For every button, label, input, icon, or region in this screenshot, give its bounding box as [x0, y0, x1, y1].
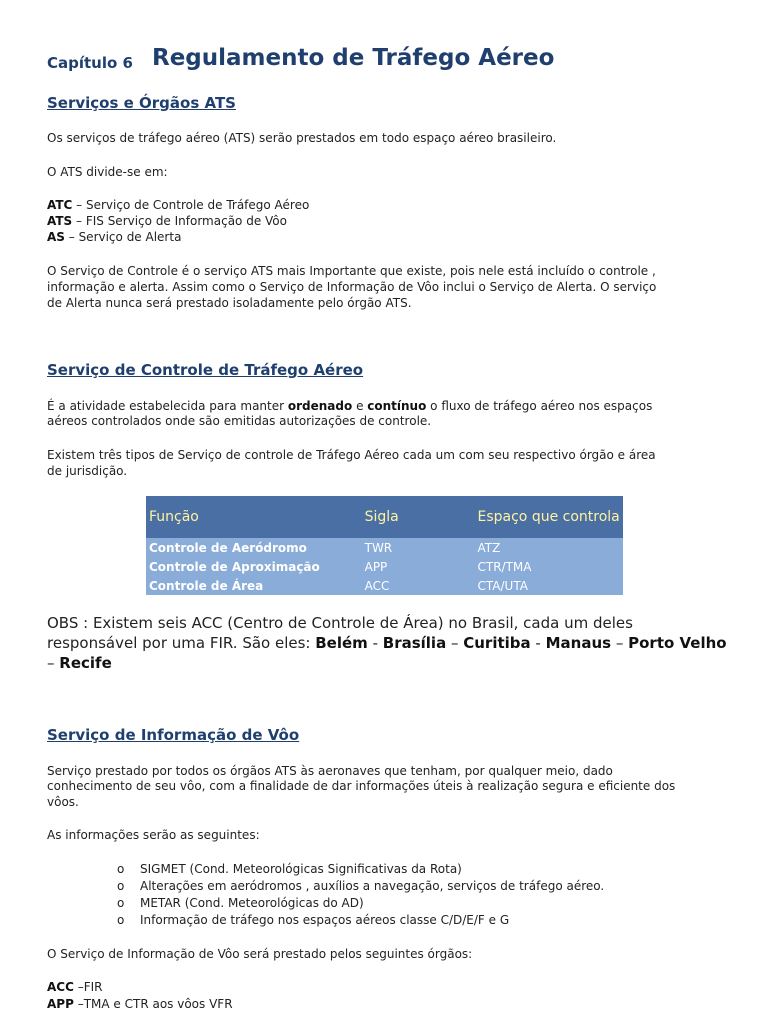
org-abbr: APP [47, 997, 74, 1011]
city-sep: - [530, 634, 546, 652]
header-sigla: Sigla [362, 496, 475, 538]
bullet-icon: o [117, 896, 125, 910]
section-heading-control: Serviço de Controle de Tráfego Aéreo [47, 361, 364, 379]
text-run: e [352, 399, 368, 413]
definition-item [47, 213, 287, 229]
org-text: –TMA e CTR aos vôos VFR [73, 997, 233, 1011]
list-item-text: Informação de tráfego nos espaços aéreos classe C/D/E/F e G [140, 913, 510, 927]
table-cell: Controle de Aproximação [146, 557, 362, 576]
text-run: o fluxo de tráfego aéreo nos espaços [426, 399, 653, 413]
paragraph-line [47, 398, 652, 414]
definition-item [47, 197, 309, 213]
bullet-icon: o [117, 862, 125, 876]
paragraph-line: O Serviço de Controle é o serviço ATS mais Importante que existe, pois nele está incluído o controle , [47, 264, 656, 278]
info-intro-text: As informações serão as seguintes: [47, 828, 260, 842]
list-item-text: Alterações em aeródromos , auxílios a navegação, serviços de tráfego aéreo. [140, 879, 605, 893]
obs-note [47, 613, 727, 673]
list-item [117, 912, 604, 929]
definition-text: – Serviço de Alerta [64, 230, 182, 244]
orgs-intro-text: O Serviço de Informação de Vôo será prestado pelos seguintes órgãos: [47, 947, 473, 961]
table-row [146, 557, 623, 576]
list-item [117, 861, 604, 878]
table-cell: Controle de Área [146, 576, 362, 595]
bullet-icon: o [117, 913, 125, 927]
control-services-table [146, 496, 623, 595]
table-row [146, 538, 623, 557]
header-funcao: Função [146, 496, 362, 538]
city-name: Belém [315, 634, 368, 652]
bold-ordenado: ordenado [287, 399, 353, 413]
definition-text: – Serviço de Controle de Tráfego Aéreo [72, 198, 310, 212]
paragraph-line: Existem três tipos de Serviço de controle de Tráfego Aéreo cada um com seu respectivo órgão e área [47, 448, 656, 462]
city-name: Brasília [382, 634, 447, 652]
table-cell: TWR [362, 538, 475, 557]
list-item-text: METAR (Cond. Meteorológicas do AD) [140, 896, 364, 910]
paragraph-line: vôos. [47, 795, 79, 809]
chapter-title: Regulamento de Tráfego Aéreo [152, 45, 555, 71]
bold-continuo: contínuo [367, 399, 427, 413]
table-cell: Controle de Aeródromo [146, 538, 362, 557]
table-cell: ACC [362, 576, 475, 595]
table-cell: ATZ [475, 538, 624, 557]
city-name: Porto Velho [628, 634, 727, 652]
paragraph-line: informação e alerta. Assim como o Serviço de Informação de Vôo inclui o Serviço de Alerta. O serviço [47, 280, 657, 294]
paragraph-line: conhecimento de seu vôo, com a finalidade de dar informações úteis à realização segura e eficiente dos [47, 779, 676, 793]
section-heading-ats: Serviços e Órgãos ATS [47, 94, 236, 112]
city-sep: - [367, 634, 383, 652]
definition-abbr: AS [47, 230, 65, 244]
city-sep: – [611, 634, 629, 652]
org-item [47, 996, 233, 1012]
definition-item [47, 229, 181, 245]
list-item [117, 878, 604, 895]
info-list [117, 861, 604, 929]
ats-intro-text: Os serviços de tráfego aéreo (ATS) serão prestados em todo espaço aéreo brasileiro. [47, 131, 557, 145]
table-cell: CTA/UTA [475, 576, 624, 595]
header-espaco: Espaço que controla [475, 496, 624, 538]
city-sep: – [446, 634, 464, 652]
list-item-text: SIGMET (Cond. Meteorológicas Significativas da Rota) [140, 862, 462, 876]
table-cell: CTR/TMA [475, 557, 624, 576]
bullet-icon: o [117, 879, 125, 893]
definition-abbr: ATS [47, 214, 73, 228]
city-name: Manaus [545, 634, 612, 652]
city-sep: – [47, 654, 60, 672]
org-item [47, 979, 103, 995]
org-text: –FIR [73, 980, 103, 994]
text-run: É a atividade estabelecida para manter [47, 399, 288, 413]
definition-abbr: ATC [47, 198, 73, 212]
paragraph-line: de Alerta nunca será prestado isoladamente pelo órgão ATS. [47, 296, 412, 310]
paragraph-line: Serviço prestado por todos os órgãos ATS às aeronaves que tenham, por qualquer meio, dado [47, 764, 613, 778]
ats-divides-text: O ATS divide-se em: [47, 165, 168, 179]
city-name: Curitiba [463, 634, 531, 652]
definition-text: – FIS Serviço de Informação de Vôo [72, 214, 287, 228]
table-row [146, 576, 623, 595]
list-item [117, 895, 604, 912]
section-heading-fis: Serviço de Informação de Vôo [47, 726, 300, 744]
chapter-label: Capítulo 6 [47, 54, 133, 72]
city-name: Recife [59, 654, 112, 672]
table-cell: APP [362, 557, 475, 576]
obs-text: OBS : Existem seis ACC (Centro de Controle de Área) no Brasil, cada um deles responsável por uma FIR. São eles: [47, 614, 633, 652]
paragraph-line: de jurisdição. [47, 464, 128, 478]
table-header-row [146, 496, 623, 538]
paragraph-line: aéreos controlados onde são emitidas autorizações de controle. [47, 414, 432, 428]
org-abbr: ACC [47, 980, 74, 994]
